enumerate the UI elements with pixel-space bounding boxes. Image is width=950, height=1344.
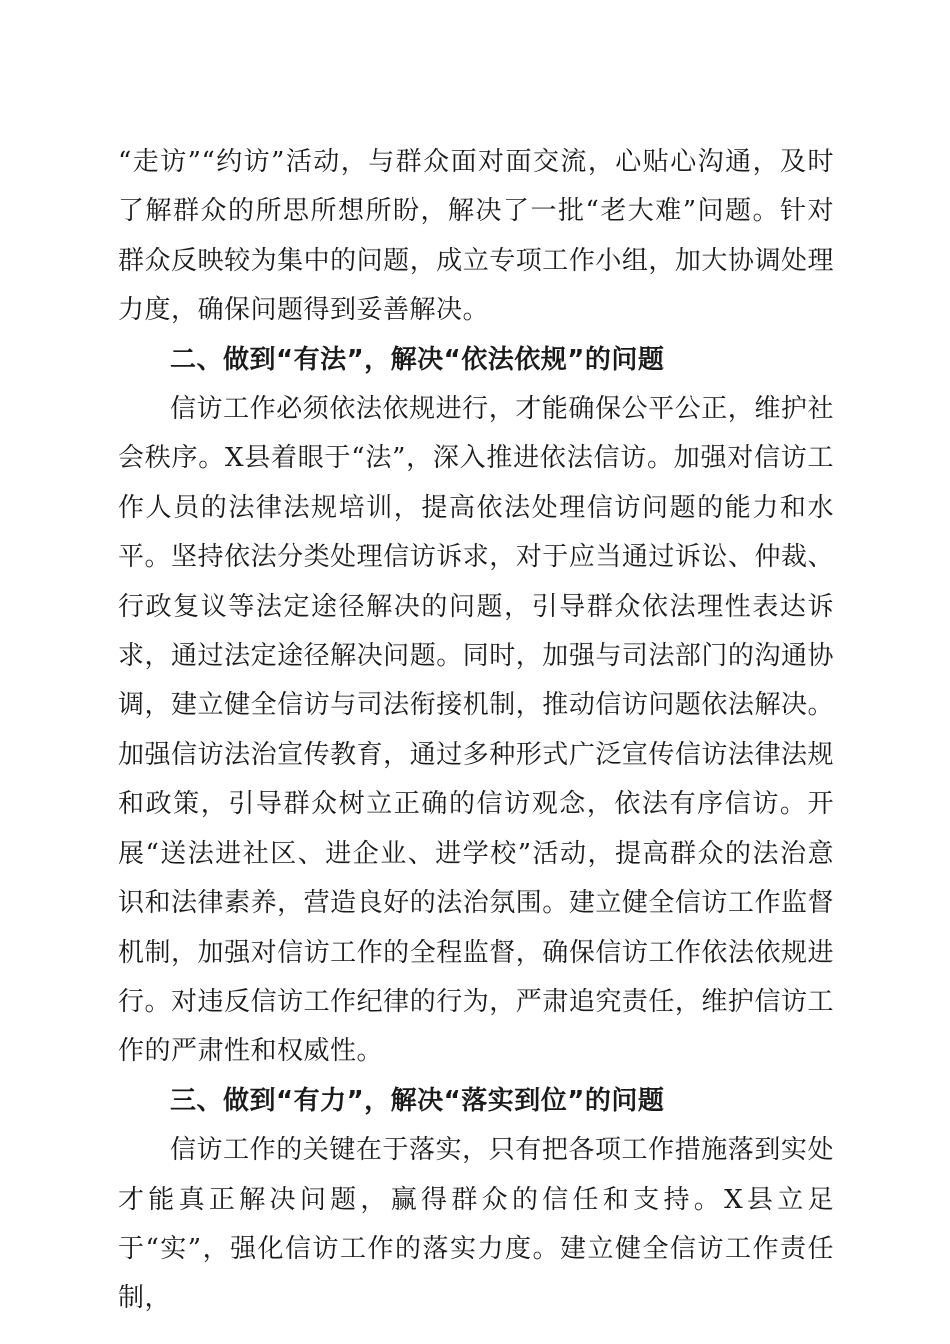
document-body (118, 138, 834, 1324)
paragraph-section-3: 信访工作的关键在于落实，只有把各项工作措施落到实处才能真正解决问题，赢得群众的信任和支持。X县立足于“实”，强化信访工作的落实力度。建立健全信访工作责任制， (118, 1135, 834, 1314)
section-heading-2: 二、做到“有法”，解决“依法依规”的问题 (170, 344, 665, 375)
section-heading-3: 三、做到“有力”，解决“落实到位”的问题 (170, 1085, 665, 1116)
paragraph-continuation: “走访”“约访”活动，与群众面对面交流，心贴心沟通，及时了解群众的所思所想所盼，解决了一批“老大难”问题。针对群众反映较为集中的问题，成立专项工作小组，加大协调处理力度，确保问题得到妥善解决。 (118, 147, 834, 326)
paragraph-section-2: 信访工作必须依法依规进行，才能确保公平公正，维护社会秩序。X县着眼于“法”，深入推进依法信访。加强对信访工作人员的法律法规培训，提高依法处理信访问题的能力和水平。坚持依法分类处理信访诉求，对于应当通过诉讼、仲裁、行政复议等法定途径解决的问题，引导群众依法理性表达诉求，通过法定途径解决问题。同时，加强与司法部门的沟通协调，建立健全信访与司法衔接机制，推动信访问题依法解决。加强信访法治宣传教育，通过多种形式广泛宣传信访法律法规和政策，引导群众树立正确的信访观念，依法有序信访。开展“送法进社区、进企业、进学校”活动，提高群众的法治意识和法律素养，营造良好的法治氛围。建立健全信访工作监督机制，加强对信访工作的全程监督，确保信访工作依法依规进行。对违反信访工作纪律的行为，严肃追究责任，维护信访工作的严肃性和权威性。 (118, 394, 834, 1067)
